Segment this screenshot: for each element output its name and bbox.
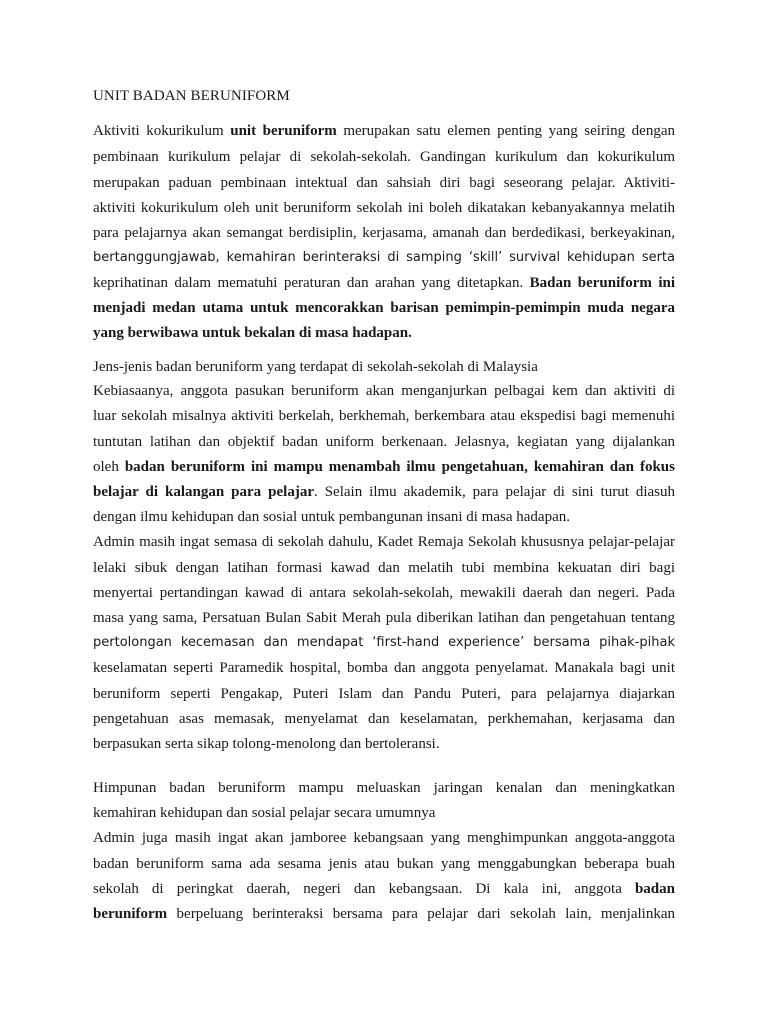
text-line: keselamatan seperti Paramedik hospital, bomba dan anggota penyelamat. Manakala bagi unit [93, 660, 675, 676]
text-line: Admin masih ingat semasa di sekolah dahulu, Kadet Remaja Sekolah khususnya pelajar-pelajar [93, 534, 675, 550]
text-line [93, 880, 675, 898]
text-line: kemahiran kehidupan dan sosial pelajar secara umumnya [93, 805, 436, 821]
text-line: badan beruniform sama ada sesama jenis atau bukan yang menggabungkan beberapa buah [93, 856, 675, 872]
text-line: luar sekolah misalnya aktiviti berkelah, berkhemah, berkembara atau ekspedisi bagi memenuhi [93, 408, 675, 424]
text-run: sekolah di peringkat daerah, negeri dan kebangsaan. Di kala ini, anggota [93, 881, 635, 897]
bold-text: badan [634, 881, 675, 897]
text-line: Himpunan badan beruniform mampu meluaskan jaringan kenalan dan meningkatkan [93, 780, 675, 796]
text-line: aktiviti kokurikulum oleh unit beruniform sekolah ini boleh dikatakan kebanyakannya melatih [93, 200, 675, 216]
text-line: berpasukan serta sikap tolong-menolong dan bertoleransi. [93, 736, 440, 752]
text-line [93, 483, 675, 501]
text-line: pembinaan kurikulum pelajar di sekolah-sekolah. Gandingan kurikulum dan kokurikulum [93, 149, 675, 165]
bold-text: menjadi medan utama untuk mencorakkan barisan pemimpin-pemimpin muda negara [93, 300, 675, 316]
text-line: masa yang sama, Persatuan Bulan Sabit Merah pula diberikan latihan dan pengetahuan tentang [93, 610, 675, 626]
bold-text: unit beruniform [230, 123, 337, 139]
text-line: Kebiasaanya, anggota pasukan beruniform akan menganjurkan pelbagai kem dan aktiviti di [93, 383, 675, 399]
text-line: para pelajarnya akan semangat berdisiplin, kerjasama, amanah dan berdedikasi, berkeyakinan, [93, 225, 675, 241]
text-line: bertanggungjawab, kemahiran berinteraksi di samping ‘skill’ survival kehidupan serta [93, 250, 675, 265]
bold-text: belajar di kalangan para pelajar [93, 484, 314, 500]
bold-text: yang berwibawa untuk bekalan di masa hadapan. [93, 325, 412, 341]
text-run: berpeluang berinteraksi bersama para pelajar dari sekolah lain, menjalinkan [167, 906, 675, 922]
text-line [93, 122, 675, 140]
text-line: lelaki sibuk dengan latihan formasi kawad dan melatih tubi membina kekuatan diri bagi [93, 560, 675, 576]
text-line: pertolongan kecemasan dan mendapat ‘first-hand experience’ bersama pihak-pihak [93, 635, 675, 650]
text-run: oleh [93, 459, 125, 475]
text-line: beruniform seperti Pengakap, Puteri Islam dan Pandu Puteri, para pelajarnya diajarkan [93, 686, 675, 702]
text-run: . Selain ilmu akademik, para pelajar di sini turut diasuh [313, 484, 676, 500]
text-line [93, 324, 675, 342]
section-heading: Jens-jenis badan beruniform yang terdapat di sekolah-sekolah di Malaysia [93, 359, 538, 375]
text-line: Admin juga masih ingat akan jamboree kebangsaan yang menghimpunkan anggota-anggota [93, 830, 675, 846]
text-line: dengan ilmu kehidupan dan sosial untuk pembangunan insani di masa hadapan. [93, 509, 570, 525]
text-line: merupakan paduan pembinaan intektual dan sahsiah diri bagi seseorang pelajar. Aktiviti- [93, 175, 675, 191]
text-line [93, 905, 675, 923]
text-line: pengetahuan asas memasak, menyelamat dan keselamatan, perkhemahan, kerjasama dan [93, 711, 675, 727]
text-run: Aktiviti kokurikulum [93, 123, 231, 139]
bold-text: beruniform [93, 906, 168, 922]
page-title: UNIT BADAN BERUNIFORM [93, 88, 290, 104]
bold-text: Badan beruniform ini [529, 275, 675, 291]
text-run: keprihatinan dalam mematuhi peraturan dan arahan yang ditetapkan. [93, 275, 530, 291]
text-run: merupakan satu elemen penting yang seiring dengan [336, 123, 675, 139]
bold-text: badan beruniform ini mampu menambah ilmu pengetahuan, kemahiran dan fokus [124, 459, 675, 475]
text-line: tuntutan latihan dan objektif badan uniform berkenaan. Jelasnya, kegiatan yang dijalankan [93, 434, 675, 450]
text-line [93, 274, 675, 292]
text-line [93, 299, 675, 317]
text-line [93, 458, 675, 476]
text-line: menyertai pertandingan kawad di antara sekolah-sekolah, mewakili daerah dan negeri. Pada [93, 585, 675, 601]
